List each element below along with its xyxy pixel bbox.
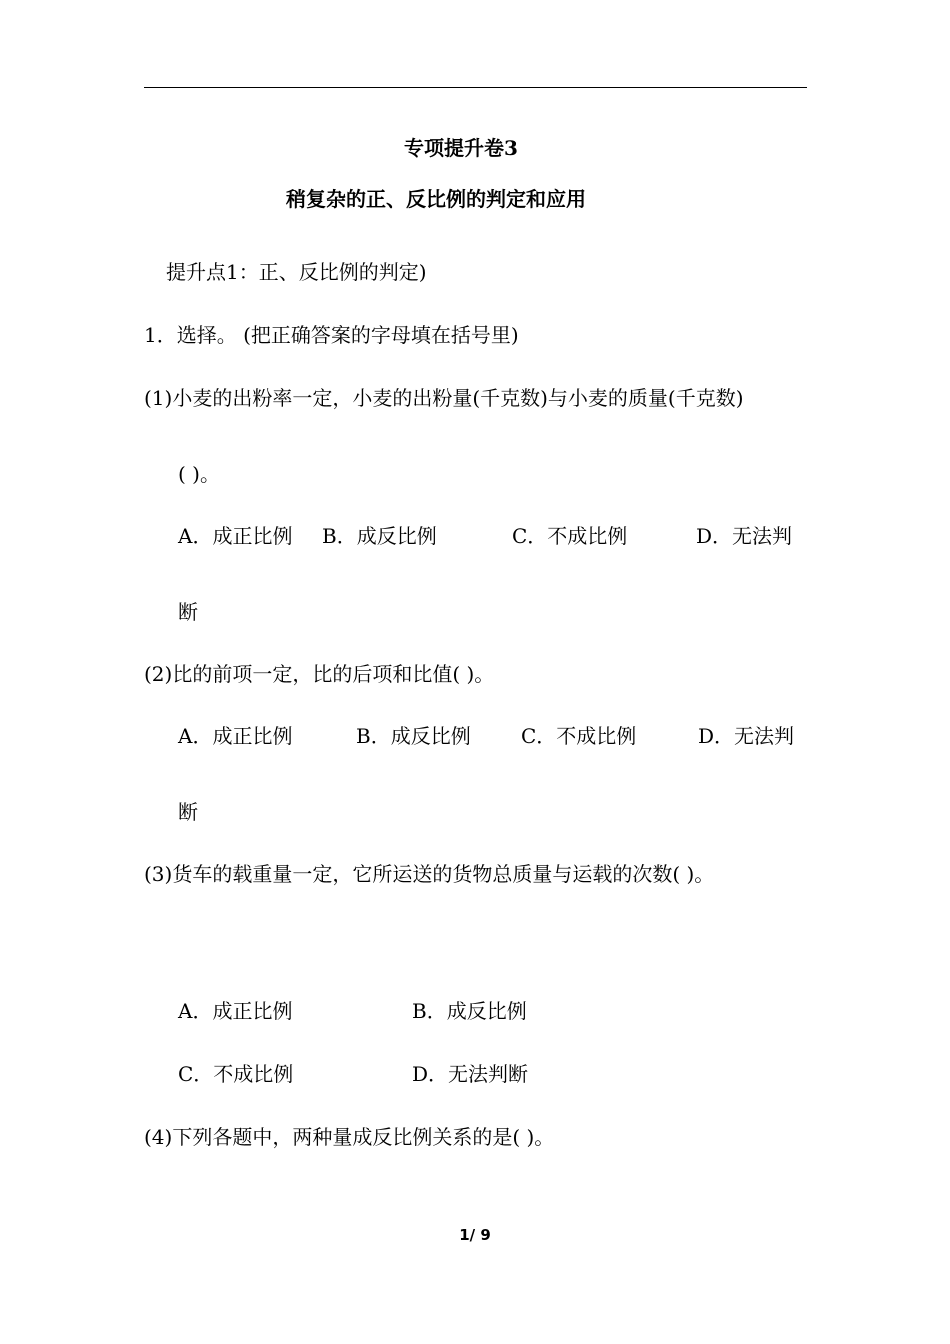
option-d: D．无法判 xyxy=(698,724,795,748)
answer-blank: ( )。 xyxy=(178,462,220,486)
question-1-label: 1．选择。 (把正确答案的字母填在括号里) xyxy=(144,323,519,347)
question-1-1-stem: (1)小麦的出粉率一定，小麦的出粉量(千克数)与小麦的质量(千克数) xyxy=(144,386,744,410)
option-a: A．成正比例 xyxy=(178,724,293,748)
option-b: B．成反比例 xyxy=(412,999,527,1023)
option-c: C．不成比例 xyxy=(521,724,637,748)
option-d: D．无法判 xyxy=(696,524,793,548)
page-subtitle: 稍复杂的正、反比例的判定和应用 xyxy=(286,187,586,211)
option-d: D．无法判断 xyxy=(412,1062,529,1086)
option-c: C．不成比例 xyxy=(512,524,628,548)
question-1-2-stem: (2)比的前项一定，比的后项和比值( )。 xyxy=(144,662,495,686)
page-number: 1/ 9 xyxy=(459,1226,491,1244)
section-heading: 提升点1：正、反比例的判定) xyxy=(166,260,427,284)
option-b: B．成反比例 xyxy=(322,524,437,548)
question-1-4-stem: (4)下列各题中，两种量成反比例关系的是( )。 xyxy=(144,1125,555,1149)
option-d-wrap: 断 xyxy=(178,600,198,624)
option-d-wrap: 断 xyxy=(178,800,198,824)
option-a: A．成正比例 xyxy=(178,999,293,1023)
option-b: B．成反比例 xyxy=(356,724,471,748)
option-a: A．成正比例 xyxy=(178,524,293,548)
header-rule xyxy=(144,87,807,88)
option-c: C．不成比例 xyxy=(178,1062,294,1086)
page-title: 专项提升卷3 xyxy=(404,136,518,160)
question-1-3-stem: (3)货车的载重量一定，它所运送的货物总质量与运载的次数( )。 xyxy=(144,862,715,886)
